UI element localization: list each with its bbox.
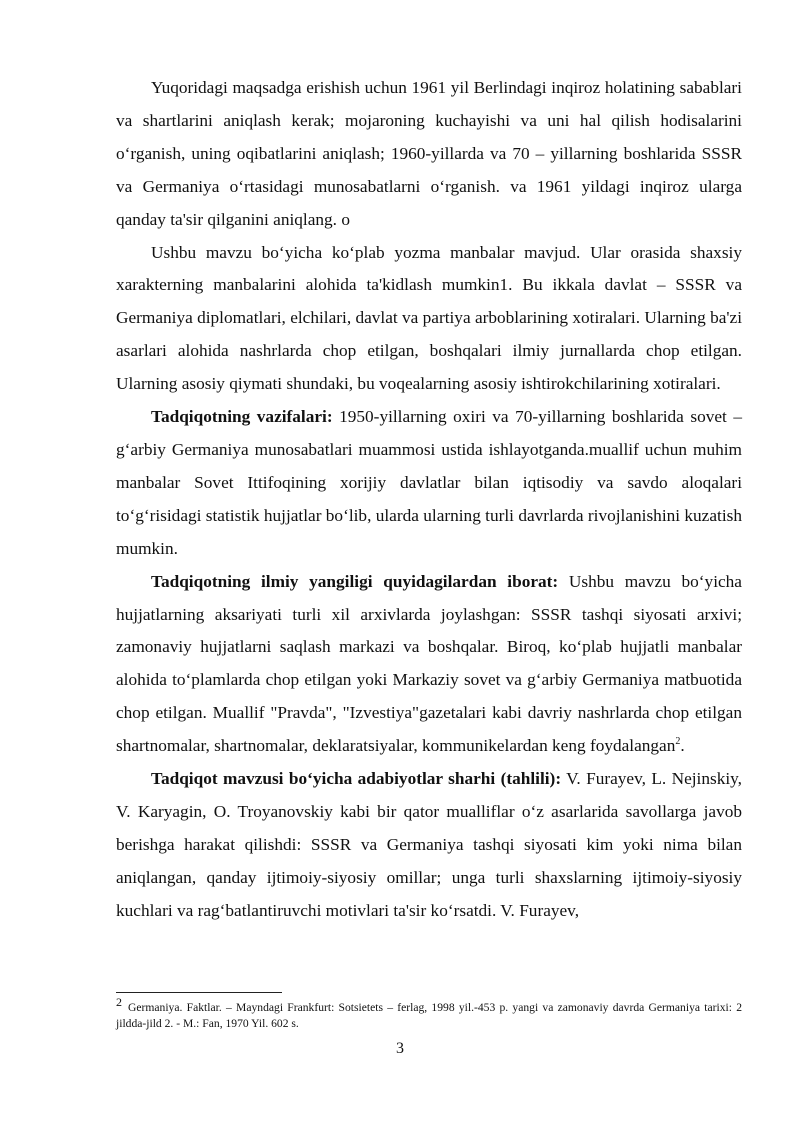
paragraph-4-text: Ushbu mavzu bo‘yicha hujjatlarning aksariyati turli xil arxivlarda joylashgan: SSSR tashqi siyosati arxivi; zamonaviy hujjatlarni saqlash markazi va boshqalar. Biroq, ko‘plab hujjatli manbalar alohida to‘plamlarda chop etilgan yoki Markaziy sovet va g‘arbiy Germaniya matbuotida chop etilgan. Muallif "Pravda", "Izvestiya"gazetalari kabi davriy nashrlarda chop etilgan shartnomalar, shartnomalar, deklaratsiyalar, kommunikelardan keng foydalangan: [116, 571, 742, 756]
paragraph-5: [116, 763, 742, 928]
paragraph-3-heading: Tadqiqotning vazifalari:: [151, 407, 333, 427]
paragraph-2-text: Ushbu mavzu bo‘yicha ko‘plab yozma manbalar mavjud. Ular orasida shaxsiy xarakterning manbalarini alohida ta'kidlash mumkin1. Bu ikkala davlat – SSSR va Germaniya diplomatlari, elchilari, davlat va partiya arboblarining xotiralari. Ularning ba'zi asarlari alohida nashrlarda chop etilgan, boshqalari ilmiy jurnallarda chop etilgan. Ularning asosiy qiymati shundaki, bu voqealarning asosiy ishtirokchilarining xotiralari.: [116, 242, 742, 394]
paragraph-5-text: V. Furayev, L. Nejinskiy, V. Karyagin, O. Troyanovskiy kabi bir qator mualliflar o‘z asarlarida savollarga javob berishga harakat qilishdi: SSSR va Germaniya tashqi siyosati kim yoki nima bilan aniqlangan, qanday ijtimoiy-siyosiy omillar; unga turli shaxslarning ijtimoiy-siyosiy kuchlari va rag‘batlantiruvchi motivlari ta'sir ko‘rsatdi. V. Furayev,: [116, 769, 742, 920]
footnote-separator: [116, 992, 282, 993]
paragraph-1: [116, 72, 742, 237]
paragraph-2: [116, 237, 742, 402]
footnote-text: Germaniya. Faktlar. – Mayndagi Frankfurt: Sotsietets – ferlag, 1998 yil.-453 p. yangi va zamonaviy davrda Germaniya tarixi: 2 jildda-jild 2. - M.: Fan, 1970 Yil. 602 s.: [116, 1001, 742, 1030]
footnote-mark: 2: [116, 995, 122, 1010]
paragraph-1-text: Yuqoridagi maqsadga erishish uchun 1961 yil Berlindagi inqiroz holatining sabablari va shartlarini aniqlash kerak; mojaroning kuchayishi va uni hal qilish hodisalarini o‘rganish, uning oqibatlarini aniqlash; 1960-yillarda va 70 – yillarning boshlarida SSSR va Germaniya o‘rtasidagi munosabatlarni o‘rganish. va 1961 yildagi inqiroz ularga qanday ta'sir qilganini aniqlang. o: [116, 78, 742, 229]
paragraph-3-text: 1950-yillarning oxiri va 70-yillarning boshlarida sovet – g‘arbiy Germaniya munosabatlari muammosi ustida ishlayotganda.muallif uchun muhim manbalar Sovet Ittifoqining xorijiy davlatlar bilan iqtisodiy va savdo aloqalari to‘g‘risidagi statistik hujjatlar bo‘lib, ularda ularning turli davrlarda rivojlanishini kuzatish mumkin.: [116, 407, 742, 558]
footnote: [116, 995, 742, 1032]
paragraph-3: [116, 401, 742, 566]
paragraph-4-end: .: [680, 736, 685, 756]
paragraph-4-heading: Tadqiqotning ilmiy yangiligi quyidagilardan iborat:: [151, 571, 559, 591]
page-number: 3: [396, 1040, 404, 1057]
paragraph-4: [116, 566, 742, 763]
footnote-reference[interactable]: 2: [675, 736, 681, 748]
body-text: [116, 72, 742, 928]
paragraph-5-heading: Tadqiqot mavzusi bo‘yicha adabiyotlar sharhi (tahlili):: [151, 769, 562, 789]
